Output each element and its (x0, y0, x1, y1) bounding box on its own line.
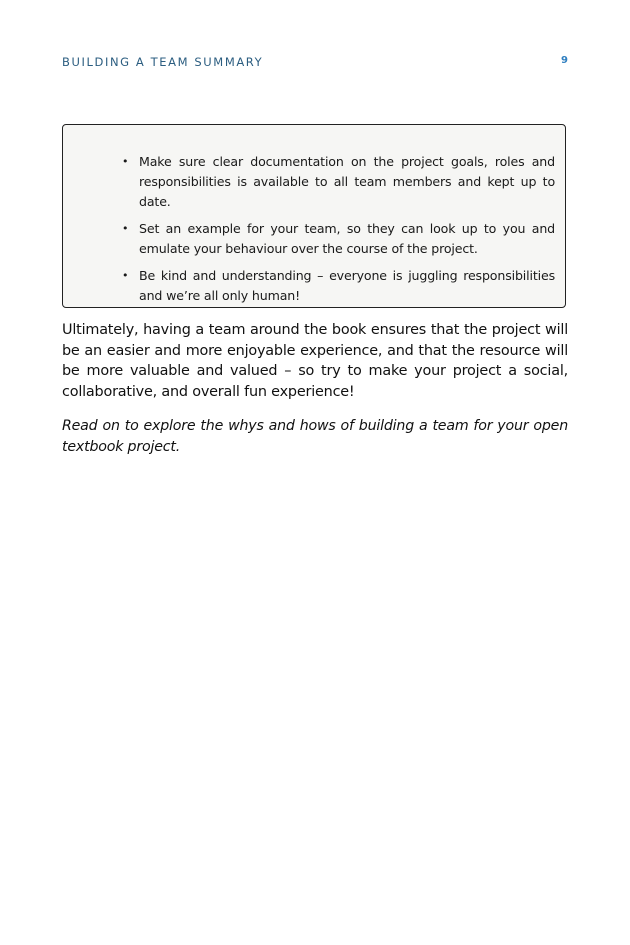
header-title: BUILDING A TEAM SUMMARY (62, 55, 264, 69)
list-item-text: Make sure clear documentation on the project goals, roles and responsibilities is available to all team members and kept up to date. (139, 154, 555, 209)
callout-box (62, 124, 566, 308)
list-item (119, 152, 555, 212)
bullet-icon: • (122, 269, 129, 282)
list-item-text: Set an example for your team, so they can look up to you and emulate your behaviour over the course of the project. (139, 221, 555, 256)
list-item-text: Be kind and understanding – everyone is juggling responsibilities and we’re all only human! (139, 268, 555, 303)
bullet-icon: • (122, 155, 129, 168)
running-header (62, 55, 568, 71)
body-paragraph: Ultimately, having a team around the book ensures that the project will be an easier and more enjoyable experience, and that the resource will be more valuable and valued – so try to make your project a social, collaborative, and overall fun experience! (62, 322, 568, 400)
list-item (119, 219, 555, 259)
bullet-icon: • (122, 222, 129, 235)
callout-list (119, 152, 555, 313)
list-item (119, 266, 555, 306)
page-number: 9 (561, 55, 568, 66)
closing-italic-paragraph: Read on to explore the whys and hows of building a team for your open textbook project. (62, 418, 568, 455)
